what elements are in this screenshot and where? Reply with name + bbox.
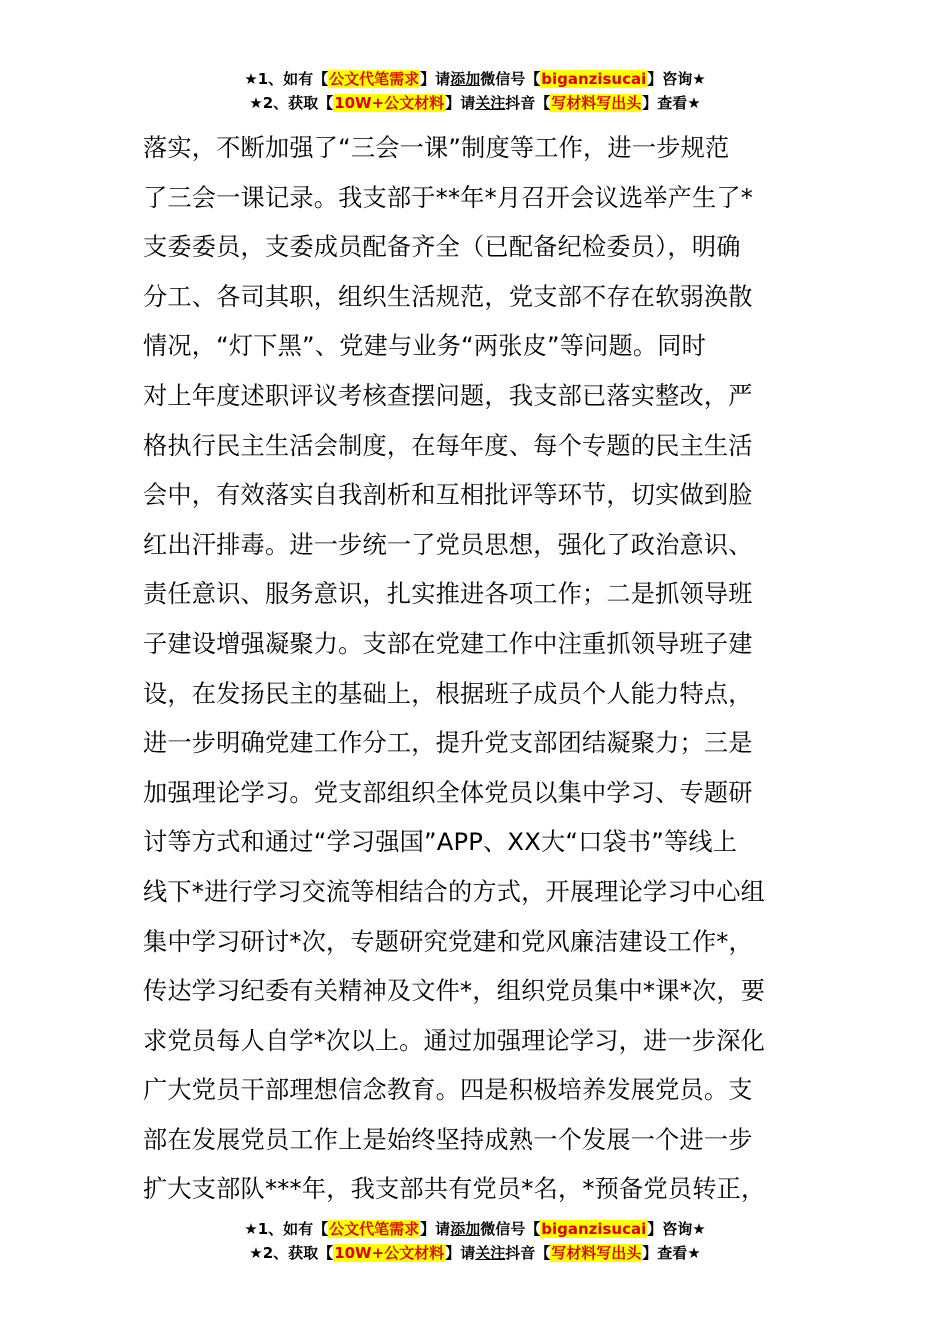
header-banner-line-2: [0, 91, 950, 115]
banner-text: 抖音【: [505, 1244, 551, 1262]
footer-banner-line-2: [0, 1241, 950, 1265]
body-line: 进一步明确党建工作分工，提升党支部团结凝聚力；三是: [143, 729, 753, 758]
body-line: 部在发展党员工作上是始终坚持成熟一个发展一个进一步: [143, 1125, 753, 1154]
body-line: 了三会一课记录。我支部于**年*月召开会议选举产生了*: [143, 183, 754, 212]
body-line: 传达学习纪委有关精神及文件*，组织党员集中*课*次，要: [143, 977, 766, 1006]
banner-underlined-text: 关注: [475, 94, 506, 112]
footer-banner-line-1: [0, 1217, 950, 1241]
banner-underlined-text: 关注: [475, 1244, 506, 1262]
body-line: 落实，不断加强了“三会一课”制度等工作，进一步规范: [143, 134, 730, 162]
banner-text: ★1、如有【: [244, 70, 329, 88]
body-line: 线下*进行学习交流等相结合的方式，开展理论学习中心组: [143, 877, 765, 906]
banner-highlight-service: 公文代笔需求: [329, 70, 420, 88]
body-line: 情况，“灯下黑”、党建与业务“两张皮”等问题。同时: [143, 332, 707, 361]
banner-text: 】请: [445, 94, 476, 112]
body-line: 广大党员干部理想信念教育。四是积极培养发展党员。支: [143, 1076, 753, 1105]
body-line: 责任意识、服务意识，扎实推进各项工作；二是抓领导班: [143, 580, 753, 609]
banner-underlined-text: 添加: [450, 1220, 481, 1238]
banner-text: 】咨询★: [647, 1220, 706, 1238]
body-line: 格执行民主生活会制度，在每年度、每个专题的民主生活: [143, 431, 753, 460]
banner-text: 】请: [445, 1244, 476, 1262]
banner-highlight-materials: 10W+公文材料: [334, 94, 445, 112]
footer-banner: [0, 1217, 950, 1265]
body-line: 支委委员，支委成员配备齐全（已配备纪检委员），明确: [143, 233, 741, 262]
banner-highlight-douyin-account: 写材料写出头: [551, 1244, 642, 1262]
body-line: 红出汗排毒。进一步统一了党员思想，强化了政治意识、: [143, 530, 753, 559]
banner-underlined-text: 添加: [450, 70, 481, 88]
banner-text: 】查看★: [642, 94, 701, 112]
banner-highlight-douyin-account: 写材料写出头: [551, 94, 642, 112]
body-line: 对上年度述职评议考核查摆问题，我支部已落实整改，严: [143, 381, 753, 410]
banner-highlight-wechat-id: biganzisucai: [541, 70, 647, 88]
banner-text: 微信号【: [480, 70, 541, 88]
banner-text: 】请: [420, 70, 451, 88]
banner-text: ★2、获取【: [249, 94, 334, 112]
document-body: [143, 124, 808, 1215]
body-line: 集中学习研讨*次，专题研究党建和党风廉洁建设工作*，: [143, 927, 753, 956]
banner-text: 抖音【: [505, 94, 551, 112]
body-line: 求党员每人自学*次以上。通过加强理论学习，进一步深化: [143, 1026, 765, 1055]
banner-text: 】咨询★: [647, 70, 706, 88]
body-line: 子建设增强凝聚力。支部在党建工作中注重抓领导班子建: [143, 629, 753, 658]
banner-text: 】查看★: [642, 1244, 701, 1262]
banner-text: ★2、获取【: [249, 1244, 334, 1262]
body-line: 加强理论学习。党支部组织全体党员以集中学习、专题研: [143, 778, 753, 807]
body-line: 设，在发扬民主的基础上，根据班子成员个人能力特点，: [143, 679, 753, 708]
banner-text: ★1、如有【: [244, 1220, 329, 1238]
body-line: 分工、各司其职，组织生活规范，党支部不存在软弱涣散: [143, 282, 753, 311]
banner-highlight-service: 公文代笔需求: [329, 1220, 420, 1238]
body-line: 讨等方式和通过“学习强国”APP、XX大“口袋书”等线上: [143, 828, 738, 857]
banner-text: 】请: [420, 1220, 451, 1238]
header-banner-line-1: [0, 67, 950, 91]
banner-text: 微信号【: [480, 1220, 541, 1238]
body-line: 扩大支部队***年，我支部共有党员*名，*预备党员转正，: [143, 1175, 766, 1204]
header-banner: [0, 67, 950, 115]
banner-highlight-wechat-id: biganzisucai: [541, 1220, 647, 1238]
body-line: 会中，有效落实自我剖析和互相批评等环节，切实做到脸: [143, 481, 753, 510]
banner-highlight-materials: 10W+公文材料: [334, 1244, 445, 1262]
